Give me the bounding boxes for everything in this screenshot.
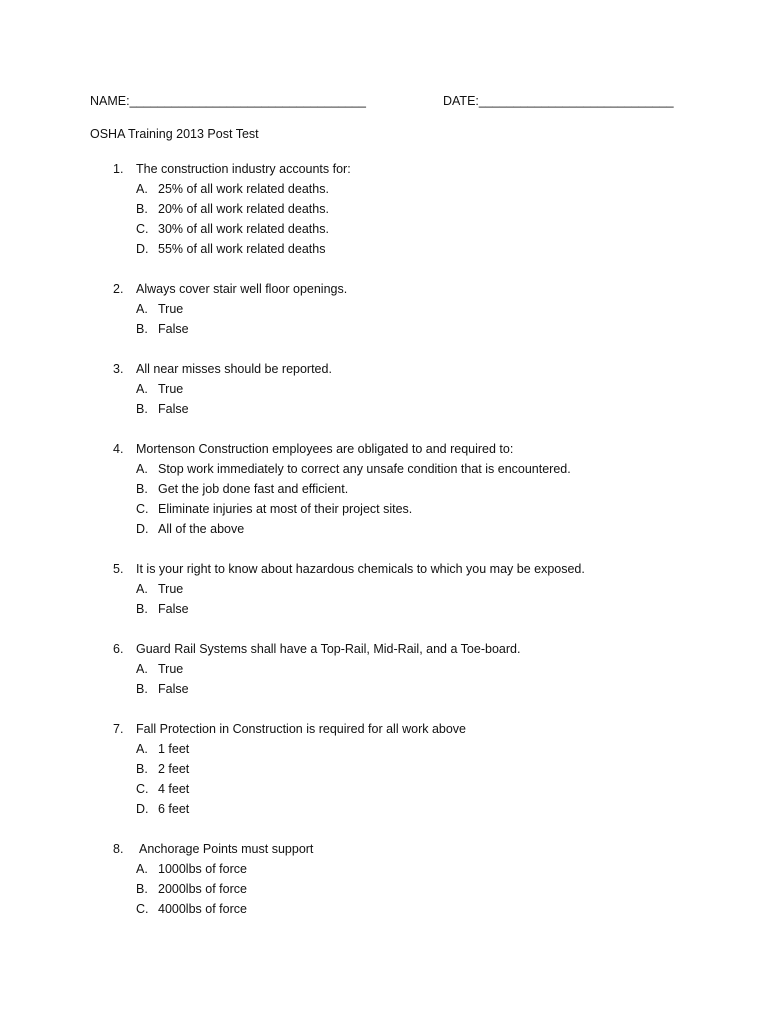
option-letter: C.	[136, 782, 149, 796]
option-4a[interactable]	[0, 459, 770, 479]
option-3a[interactable]	[0, 379, 770, 399]
option-letter: D.	[136, 802, 149, 816]
option-4d[interactable]	[0, 519, 770, 539]
question-number: 2.	[113, 282, 124, 296]
option-letter: B.	[136, 682, 148, 696]
option-letter: B.	[136, 482, 148, 496]
option-7a[interactable]	[0, 739, 770, 759]
option-text: False	[158, 682, 189, 696]
option-text: 20% of all work related deaths.	[158, 202, 329, 216]
option-letter: A.	[136, 582, 148, 596]
option-letter: A.	[136, 862, 148, 876]
option-letter: A.	[136, 182, 148, 196]
question-number: 7.	[113, 722, 124, 736]
option-letter: D.	[136, 242, 149, 256]
question-number: 1.	[113, 162, 124, 176]
question-text: Fall Protection in Construction is required for all work above	[136, 722, 467, 736]
question-1	[0, 159, 770, 259]
option-letter: A.	[136, 462, 148, 476]
option-letter: B.	[136, 762, 148, 776]
question-6	[0, 639, 770, 699]
option-2a[interactable]	[0, 299, 770, 319]
option-5a[interactable]	[0, 579, 770, 599]
question-text: Anchorage Points must support	[139, 842, 314, 856]
option-letter: B.	[136, 882, 148, 896]
option-4c[interactable]	[0, 499, 770, 519]
option-1b[interactable]	[0, 199, 770, 219]
option-text: False	[158, 322, 189, 336]
option-text: All of the above	[158, 522, 245, 536]
option-7b[interactable]	[0, 759, 770, 779]
question-number: 3.	[113, 362, 124, 376]
option-1d[interactable]	[0, 239, 770, 259]
option-text: 1 feet	[158, 742, 190, 756]
question-number: 4.	[113, 442, 124, 456]
option-6b[interactable]	[0, 679, 770, 699]
option-letter: C.	[136, 902, 149, 916]
option-1a[interactable]	[0, 179, 770, 199]
option-letter: B.	[136, 202, 148, 216]
option-text: 55% of all work related deaths	[158, 242, 326, 256]
option-text: 1000lbs of force	[158, 862, 247, 876]
option-text: 2 feet	[158, 762, 190, 776]
option-text: 4000lbs of force	[158, 902, 247, 916]
date-field[interactable]: DATE:____________________________	[443, 94, 674, 108]
name-field[interactable]: NAME:__________________________________	[90, 94, 366, 108]
question-list	[0, 159, 770, 939]
option-text: 2000lbs of force	[158, 882, 247, 896]
question-text: All near misses should be reported.	[136, 362, 332, 376]
option-letter: B.	[136, 322, 148, 336]
option-letter: C.	[136, 222, 149, 236]
option-text: Eliminate injuries at most of their project sites.	[158, 502, 413, 516]
option-text: 30% of all work related deaths.	[158, 222, 329, 236]
option-8a[interactable]	[0, 859, 770, 879]
option-2b[interactable]	[0, 319, 770, 339]
option-1c[interactable]	[0, 219, 770, 239]
question-5	[0, 559, 770, 619]
option-3b[interactable]	[0, 399, 770, 419]
question-text: The construction industry accounts for:	[136, 162, 351, 176]
option-text: Get the job done fast and efficient.	[158, 482, 349, 496]
option-letter: D.	[136, 522, 149, 536]
option-letter: A.	[136, 382, 148, 396]
option-8b[interactable]	[0, 879, 770, 899]
question-8	[0, 839, 770, 919]
question-number: 6.	[113, 642, 124, 656]
question-number: 8.	[113, 842, 124, 856]
question-text: It is your right to know about hazardous chemicals to which you may be exposed.	[136, 562, 585, 576]
header-row	[90, 94, 690, 112]
option-6a[interactable]	[0, 659, 770, 679]
option-text: False	[158, 602, 189, 616]
option-text: True	[158, 662, 184, 676]
option-letter: C.	[136, 502, 149, 516]
question-number: 5.	[113, 562, 124, 576]
option-text: 4 feet	[158, 782, 190, 796]
question-text: Guard Rail Systems shall have a Top-Rail, Mid-Rail, and a Toe-board.	[136, 642, 521, 656]
question-7	[0, 719, 770, 819]
option-text: 6 feet	[158, 802, 190, 816]
option-letter: B.	[136, 402, 148, 416]
option-letter: A.	[136, 302, 148, 316]
option-letter: B.	[136, 602, 148, 616]
test-title: OSHA Training 2013 Post Test	[90, 127, 259, 141]
question-text: Mortenson Construction employees are obligated to and required to:	[136, 442, 514, 456]
option-7c[interactable]	[0, 779, 770, 799]
option-text: Stop work immediately to correct any unsafe condition that is encountered.	[158, 462, 571, 476]
option-text: 25% of all work related deaths.	[158, 182, 329, 196]
option-letter: A.	[136, 742, 148, 756]
question-2	[0, 279, 770, 339]
option-text: True	[158, 302, 184, 316]
option-7d[interactable]	[0, 799, 770, 819]
question-text: Always cover stair well floor openings.	[136, 282, 348, 296]
option-text: False	[158, 402, 189, 416]
question-4	[0, 439, 770, 539]
question-3	[0, 359, 770, 419]
option-text: True	[158, 582, 184, 596]
option-4b[interactable]	[0, 479, 770, 499]
option-5b[interactable]	[0, 599, 770, 619]
option-text: True	[158, 382, 184, 396]
option-8c[interactable]	[0, 899, 770, 919]
option-letter: A.	[136, 662, 148, 676]
